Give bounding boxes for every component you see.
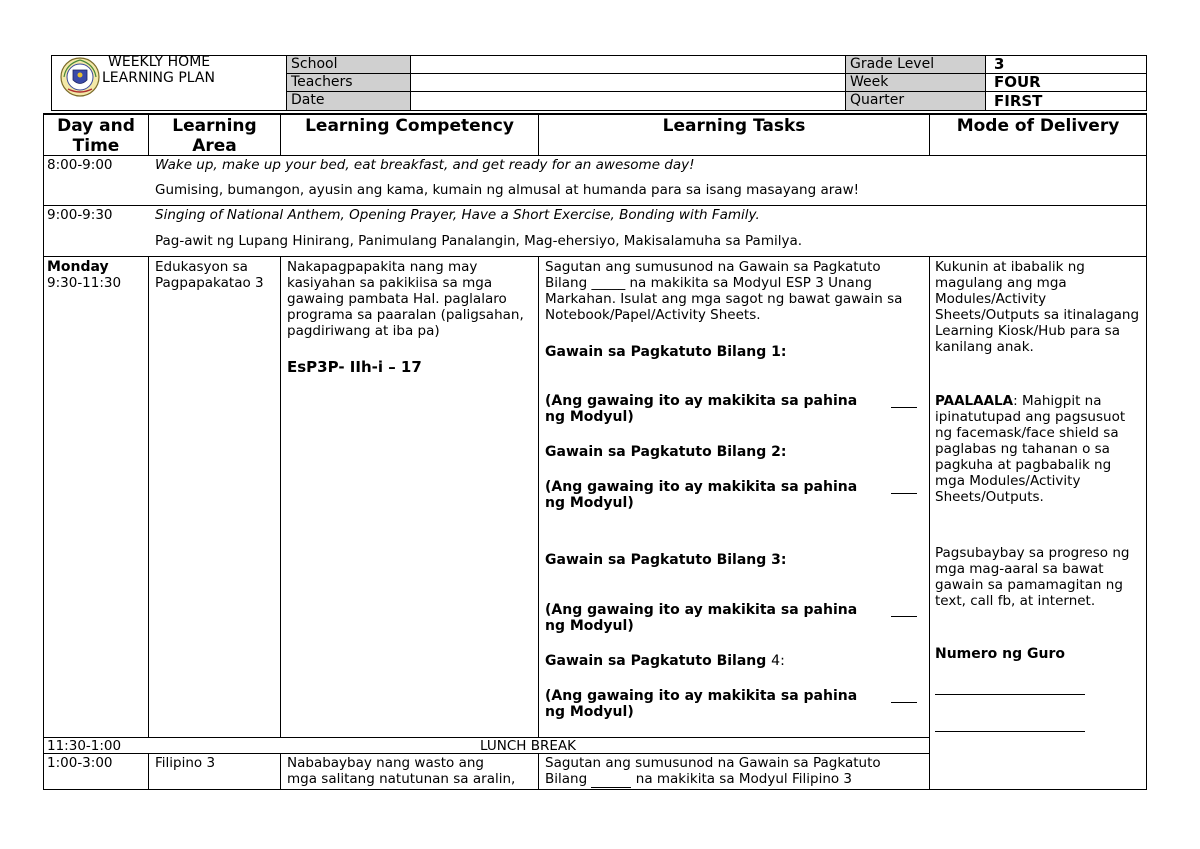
col-area-line2: Area [192, 136, 237, 156]
delivery-pickup: Kukunin at ibabalik ng magulang ang mga Modules/Activity Sheets/Outputs sa itinalagang Learning Kiosk/Hub para sa kanilang anak. [935, 259, 1140, 355]
ang-gawain-4-text: (Ang gawaing ito ay makikita sa pahina [545, 688, 858, 704]
filipino-task-rest: na makikita sa Modyul Filipino 3 [635, 771, 853, 787]
deped-seal-icon [58, 56, 102, 98]
col-competency: Learning Competency [305, 116, 514, 136]
paalala-label: PAALAALA [935, 393, 1014, 409]
quarter-label: Quarter [850, 92, 905, 108]
quarter-value: FIRST [994, 92, 1043, 110]
filipino-comp-line1: Nababaybay nang wasto ang [287, 755, 485, 771]
week-value: FOUR [994, 73, 1041, 91]
gawain-2: Gawain sa Pagkatuto Bilang 2: [545, 444, 787, 460]
col-area-line1: Learning [172, 116, 257, 136]
date-label: Date [291, 92, 325, 108]
monday-area-line1: Edukasyon sa [155, 259, 248, 275]
teachers-label: Teachers [291, 74, 353, 90]
monday-day: Monday [47, 259, 109, 275]
r2-time: 9:00-9:30 [47, 207, 113, 223]
monday-task-intro: Sagutan ang sumusunod na Gawain sa Pagkatuto Bilang _____ na makikita sa Modyul ESP 3 Unang Markahan. Isulat ang mga sagot ng bawat gawain sa Notebook/Papel/Activity Sheets. [545, 259, 903, 323]
title-line2: LEARNING PLAN [102, 70, 215, 86]
week-label: Week [850, 74, 889, 90]
number-blank-2 [935, 731, 1085, 732]
ang-gawain-4 [545, 688, 917, 705]
ang-gawain-3 [545, 602, 917, 619]
col-learning-area [149, 116, 280, 156]
gawain-1: Gawain sa Pagkatuto Bilang 1: [545, 344, 787, 360]
blank-line [891, 493, 917, 494]
ang-gawain-3-b: ng Modyul) [545, 618, 634, 634]
gawain-4-text: Gawain sa Pagkatuto Bilang [545, 653, 772, 669]
delivery-monitoring: Pagsubaybay sa progreso ng mga mag-aaral sa bawat gawain sa pamamagitan ng text, call fb, at internet. [935, 545, 1130, 609]
gawain-4 [545, 653, 785, 670]
gawain-3: Gawain sa Pagkatuto Bilang 3: [545, 552, 787, 568]
monday-area-line2: Pagpapakatao 3 [155, 275, 264, 291]
lunch-break: LUNCH BREAK [480, 738, 576, 754]
grade-value: 3 [994, 55, 1005, 73]
filipino-task-line1: Sagutan ang sumusunod na Gawain sa Pagkatuto [545, 755, 881, 771]
title-line1: WEEKLY HOME [108, 54, 211, 70]
ang-gawain-4-b: ng Modyul) [545, 704, 634, 720]
ang-gawain-2 [545, 479, 917, 496]
ang-gawain-1 [545, 393, 917, 410]
delivery-reminder [935, 393, 1135, 505]
filipino-time: 1:00-3:00 [47, 755, 113, 771]
blank-line [891, 702, 917, 703]
filipino-area: Filipino 3 [155, 755, 216, 771]
r1-time: 8:00-9:00 [47, 157, 113, 173]
lunch-time: 11:30-1:00 [47, 738, 122, 754]
col-tasks: Learning Tasks [662, 116, 806, 136]
paalala-text: : Mahigpit na ipinatutupad ang pagsusuot ng facemask/face shield sa paglabas ng tahanan o sa pagkuha at pagbabalik ng mga Modules/Activity Sheets/Outputs. [935, 393, 1126, 505]
blank-line [591, 771, 631, 788]
school-label: School [291, 56, 338, 72]
monday-time: 9:30-11:30 [47, 275, 122, 291]
ang-gawain-3-text: (Ang gawaing ito ay makikita sa pahina [545, 602, 858, 618]
blank-line [891, 616, 917, 617]
ang-gawain-2-b: ng Modyul) [545, 495, 634, 511]
monday-code: EsP3P- IIh-i – 17 [287, 358, 422, 376]
filipino-task-bilang: Bilang [545, 771, 588, 787]
teacher-number-label: Numero ng Guro [935, 646, 1066, 662]
blank-line [891, 407, 917, 408]
col-day-line1: Day and [57, 116, 135, 136]
r1-filipino: Gumising, bumangon, ayusin ang kama, kumain ng almusal at humanda para sa isang masayang araw! [155, 182, 860, 198]
ang-gawain-1-b: ng Modyul) [545, 409, 634, 425]
number-blank-1 [935, 694, 1085, 695]
ang-gawain-1-text: (Ang gawaing ito ay makikita sa pahina [545, 393, 858, 409]
ang-gawain-2-text: (Ang gawaing ito ay makikita sa pahina [545, 479, 858, 495]
col-delivery: Mode of Delivery [956, 116, 1120, 136]
r2-filipino: Pag-awit ng Lupang Hinirang, Panimulang Panalangin, Mag-ehersiyo, Makisalamuha sa Pamilya. [155, 233, 803, 249]
filipino-comp-line2: mga salitang natutunan sa aralin, [287, 771, 516, 787]
col-day-line2: Time [72, 136, 120, 156]
monday-competency: Nakapagpapakita nang may kasiyahan sa pakikiisa sa mga gawaing pambata Hal. paglalaro programa sa paaralan (paligsahan, pagdiriwang at iba pa) [287, 259, 524, 339]
r2-english: Singing of National Anthem, Opening Prayer, Have a Short Exercise, Bonding with Family. [155, 207, 760, 223]
gawain-4-num: 4: [771, 653, 785, 669]
filipino-task-line2 [545, 771, 852, 788]
col-day-time [44, 116, 148, 156]
grade-label: Grade Level [850, 56, 935, 72]
r1-english: Wake up, make up your bed, eat breakfast, and get ready for an awesome day! [155, 157, 695, 173]
